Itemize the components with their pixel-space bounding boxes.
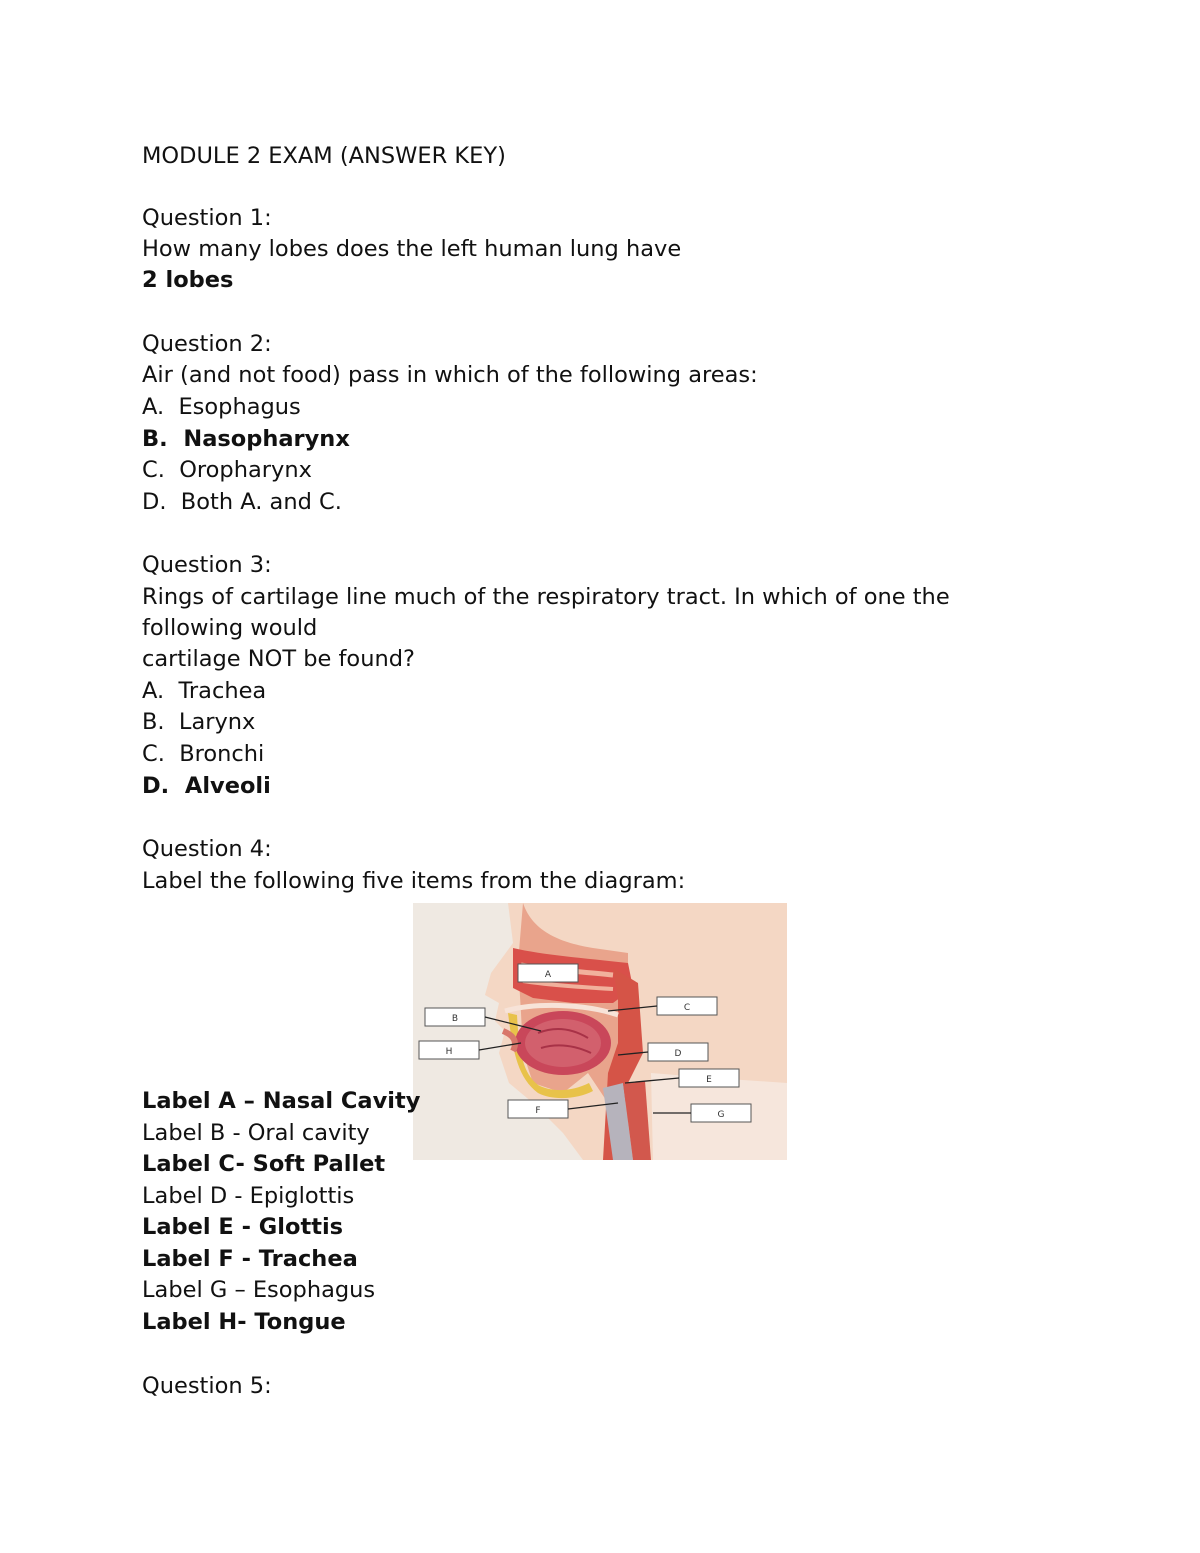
- question-2-option-d: [142, 487, 342, 518]
- diagram-label-c: C: [683, 1003, 691, 1013]
- question-5-heading: Question 5:: [142, 1373, 272, 1399]
- option-text: Trachea: [178, 678, 267, 704]
- option-text: Bronchi: [179, 741, 265, 767]
- diagram-label-f: F: [535, 1106, 541, 1116]
- answer-label-h: Label H- Tongue: [142, 1308, 346, 1335]
- option-text: Both A. and C.: [180, 489, 342, 515]
- diagram-label-g: G: [717, 1110, 725, 1120]
- option-text: Nasopharynx: [183, 426, 350, 452]
- option-text: Oropharynx: [179, 457, 312, 483]
- diagram-label-e: E: [706, 1075, 712, 1085]
- answer-label-d: Label D - Epiglottis: [142, 1182, 355, 1209]
- diagram-label-b: B: [451, 1014, 459, 1024]
- option-letter: A.: [142, 678, 165, 704]
- question-3-heading: Question 3:: [142, 552, 272, 578]
- question-2-heading: Question 2:: [142, 331, 272, 357]
- option-letter: C.: [142, 457, 165, 483]
- option-text: Alveoli: [184, 773, 271, 799]
- option-letter: A.: [142, 394, 165, 420]
- question-1-heading: Question 1:: [142, 205, 272, 231]
- option-text: Larynx: [178, 709, 256, 735]
- answer-label-e: Label E - Glottis: [142, 1214, 344, 1240]
- question-2-prompt: Air (and not food) pass in which of the following areas:: [142, 362, 758, 388]
- question-3-option-c: [142, 739, 264, 770]
- diagram-label-d: D: [674, 1049, 682, 1059]
- question-3-option-b: [142, 707, 255, 738]
- diagram-label-a: A: [544, 970, 552, 980]
- head-anatomy-diagram: [413, 903, 787, 1160]
- answer-label-c: Label C- Soft Pallet: [142, 1151, 386, 1177]
- question-3-option-d: [142, 771, 271, 802]
- question-3-option-a: [142, 676, 266, 707]
- question-1-prompt: How many lobes does the left human lung have: [142, 236, 682, 262]
- question-4-prompt: Label the following five items from the diagram:: [142, 868, 686, 894]
- anatomy-illustration: [413, 903, 787, 1160]
- option-letter: C.: [142, 741, 165, 767]
- answer-label-b: Label B - Oral cavity: [142, 1119, 370, 1146]
- question-2-option-b: [142, 424, 350, 455]
- question-3-prompt-line-2: following would: [142, 615, 318, 641]
- question-4-answer-list: [142, 1086, 420, 1338]
- answer-label-a: Label A – Nasal Cavity: [142, 1088, 421, 1114]
- option-letter: D.: [142, 773, 170, 799]
- question-2-option-c: [142, 455, 312, 486]
- answer-label-g: Label G – Esophagus: [142, 1277, 376, 1303]
- option-letter: B.: [142, 426, 168, 452]
- page-title: MODULE 2 EXAM (ANSWER KEY): [142, 143, 506, 169]
- question-3-prompt-line-1: Rings of cartilage line much of the respiratory tract. In which of one the: [142, 584, 950, 610]
- option-letter: D.: [142, 489, 167, 515]
- question-3-prompt-line-3: cartilage NOT be found?: [142, 646, 415, 672]
- answer-label-f: Label F - Trachea: [142, 1245, 358, 1272]
- option-text: Esophagus: [178, 394, 301, 420]
- option-letter: B.: [142, 709, 165, 735]
- diagram-label-h: H: [445, 1047, 453, 1057]
- question-4-heading: Question 4:: [142, 836, 272, 862]
- question-2-option-a: [142, 392, 301, 423]
- question-1-answer: 2 lobes: [142, 267, 234, 293]
